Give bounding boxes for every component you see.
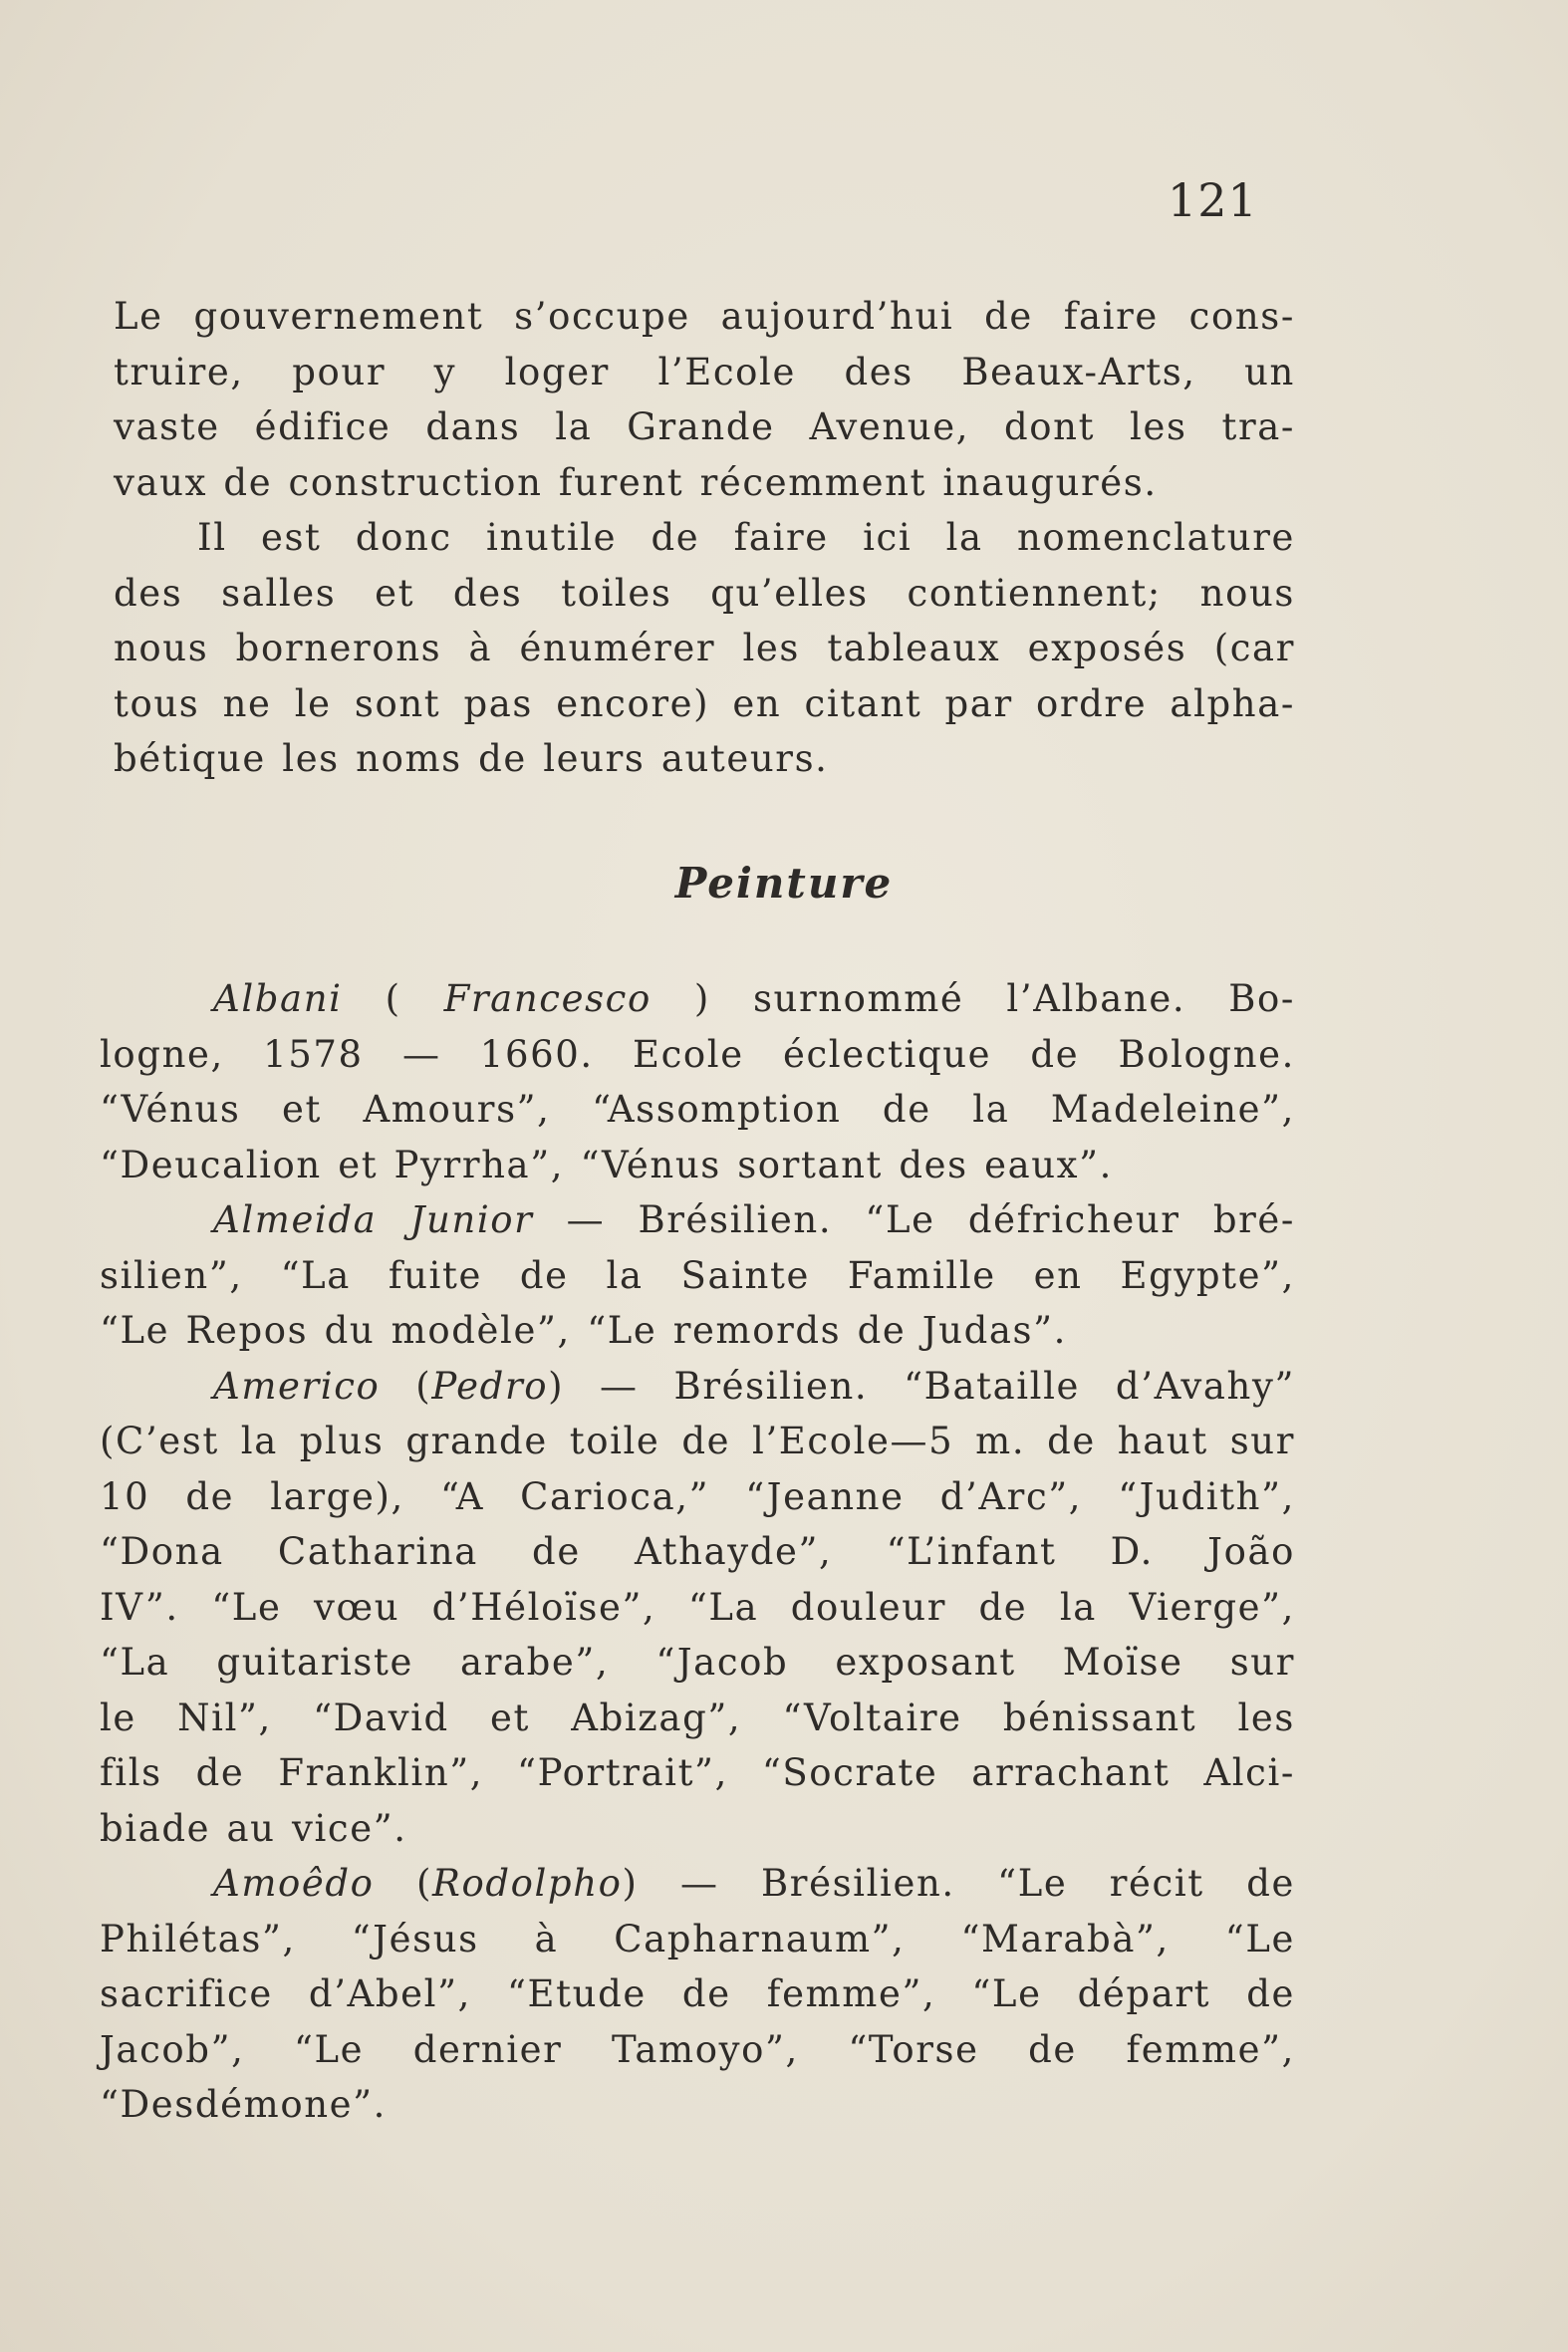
artist-name: Americo <box>213 1364 381 1408</box>
entry-text: — Brésilien. “Le récit de <box>638 1862 1295 1905</box>
entry-line: biade au vice”. <box>100 1806 407 1850</box>
entry-text: ( Francesco ) surnommé l’Albane. Bo- <box>385 977 1295 1020</box>
artist-name: Amoêdo <box>213 1862 375 1905</box>
entry-text: — Brésilien. “Bataille d’Avahy” <box>564 1364 1295 1408</box>
intro-line: nous bornerons à énumérer les tableaux exposés (car <box>114 627 1295 669</box>
entry-line: le Nil”, “David et Abizag”, “Voltaire bénissant les <box>100 1696 1295 1739</box>
entry-line: fils de Franklin”, “Portrait”, “Socrate arrachant Alci- <box>100 1751 1295 1794</box>
intro-line: des salles et des toiles qu’elles contiennent; nous <box>114 571 1295 615</box>
entry-line: “Desdémone”. <box>100 2083 388 2126</box>
entry-line: 10 de large), “A Carioca,” “Jeanne d’Arc”, “Judith”, <box>100 1474 1295 1518</box>
entry-line: “La guitariste arabe”, “Jacob exposant Moïse sur <box>100 1641 1295 1684</box>
entry-line: logne, 1578 — 1660. Ecole éclectique de Bologne. <box>100 1032 1295 1076</box>
entry-line: Jacob”, “Le dernier Tamoyo”, “Torse de femme”, <box>100 2027 1295 2071</box>
entry-americo-first-line: Americo (Pedro) — Brésilien. “Bataille d’Avahy” <box>213 1364 1295 1408</box>
entry-line: silien”, “La fuite de la Sainte Famille en Egypte”, <box>100 1253 1295 1297</box>
intro-line: Le gouvernement s’occupe aujourd’hui de faire cons- <box>114 295 1295 338</box>
entry-almeida-first-line <box>100 1192 1295 1248</box>
artist-entries <box>100 971 1295 2133</box>
entry-amoedo-first-line: Amoêdo (Rodolpho) — Brésilien. “Le récit de <box>213 1862 1295 1905</box>
artist-firstname: Rodolpho <box>432 1862 623 1905</box>
entry-line: “Dona Catharina de Athayde”, “L’infant D. João <box>100 1530 1295 1573</box>
intro-line: vaste édifice dans la Grande Avenue, dont les tra- <box>114 405 1295 448</box>
artist-firstname: Pedro <box>431 1364 549 1408</box>
entry-line: IV”. “Le vœu d’Héloïse”, “La douleur de la Vierge”, <box>100 1585 1295 1629</box>
entry-line: “Deucalion et Pyrrha”, “Vénus sortant des eaux”. <box>100 1143 1114 1186</box>
entry-line: “Vénus et Amours”, “Assomption de la Madeleine”, <box>100 1088 1295 1131</box>
artist-firstname: Francesco <box>443 977 652 1020</box>
section-heading: Peinture <box>674 859 894 908</box>
entry-line: Philétas”, “Jésus à Capharnaum”, “Marabà”, “Le <box>100 1917 1295 1960</box>
intro-line: truire, pour y loger l’Ecole des Beaux-Arts, un <box>114 350 1295 393</box>
intro-line: vaux de construction furent récemment inaugurés. <box>114 460 1158 504</box>
intro-line: tous ne le sont pas encore) en citant par ordre alpha- <box>114 681 1295 725</box>
entry-line: sacrifice d’Abel”, “Etude de femme”, “Le départ de <box>100 1972 1295 2015</box>
entry-albani-first-line <box>100 971 1295 1027</box>
artist-name: Almeida Junior <box>213 1198 534 1241</box>
entry-line: (C’est la plus grande toile de l’Ecole—5 m. de haut sur <box>100 1420 1295 1462</box>
entry-text: — Brésilien. “Le défricheur bré- <box>533 1198 1295 1241</box>
intro-line: Il est donc inutile de faire ici la nomenclature <box>197 516 1295 559</box>
intro-text <box>114 289 1295 787</box>
artist-name: Albani <box>213 977 343 1020</box>
entry-line: “Le Repos du modèle”, “Le remords de Judas”. <box>100 1309 1068 1352</box>
intro-line: bétique les noms de leurs auteurs. <box>114 737 829 780</box>
page-number: 121 <box>1168 173 1258 227</box>
